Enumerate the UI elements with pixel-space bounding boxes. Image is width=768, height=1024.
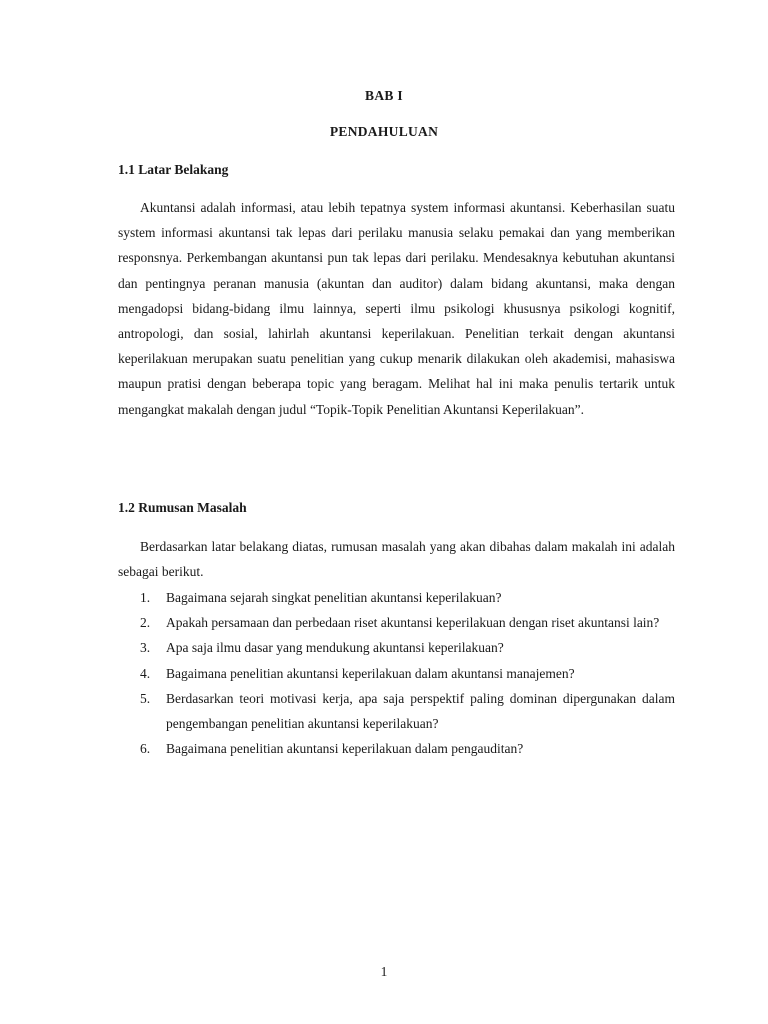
list-item [140, 635, 675, 660]
page-number: 1 [380, 964, 388, 979]
paragraph-latar-belakang: Akuntansi adalah informasi, atau lebih tepatnya system informasi akuntansi. Keberhasilan suatu system informasi akuntansi tak lepas dari perilaku manusia selaku pemakai dan yang memberikan responsnya. Perkembangan akuntansi pun tak lepas dari perilaku. Mendesaknya kebutuhan akuntansi dan pentingnya peranan manusia (akuntan dan auditor) dalam bidang akuntansi, maka dengan mengadopsi bidang-bidang ilmu lainnya, seperti ilmu psikologi khususnya psikologi kognitif, antropologi, dan sosial, lahirlah akuntansi keperilakuan. Penelitian terkait dengan akuntansi keperilakuan merupakan suatu penelitian yang cukup menarik dilakukan oleh akademisi, mahasiswa maupun pratisi dengan beberapa topic yang beragam. Melihat hal ini maka penulis tertarik untuk mengangkat makalah dengan judul “Topik-Topik Penelitian Akuntansi Keperilakuan”. [118, 200, 675, 417]
list-item-text: Berdasarkan teori motivasi kerja, apa saja perspektif paling dominan dipergunakan dalam pengembangan penelitian akuntansi keperilakuan? [166, 690, 675, 732]
list-item-text: Bagaimana penelitian akuntansi keperilakuan dalam pengauditan? [166, 741, 524, 757]
list-item [140, 661, 675, 686]
chapter-number: BAB I [365, 88, 403, 103]
paragraph-rumusan-masalah: Berdasarkan latar belakang diatas, rumusan masalah yang akan dibahas dalam makalah ini adalah sebagai berikut. [118, 539, 675, 580]
list-item-number: 5. [140, 690, 151, 706]
section-heading-latar-belakang: 1.1 Latar Belakang [118, 162, 229, 177]
list-item-number: 2. [140, 615, 151, 631]
list-item [140, 736, 675, 761]
list-item [140, 686, 675, 736]
chapter-title: PENDAHULUAN [329, 124, 439, 139]
list-item-number: 3. [140, 640, 151, 656]
list-item-text: Apakah persamaan dan perbedaan riset akuntansi keperilakuan dengan riset akuntansi lain? [166, 615, 660, 631]
list-item-text: Apa saja ilmu dasar yang mendukung akuntansi keperilakuan? [166, 640, 504, 656]
list-item [140, 585, 675, 610]
list-item-text: Bagaimana sejarah singkat penelitian akuntansi keperilakuan? [166, 590, 502, 605]
section-heading-rumusan-masalah: 1.2 Rumusan Masalah [118, 500, 247, 515]
list-item-number: 4. [140, 665, 151, 681]
list-item-number: 1. [140, 590, 151, 605]
list-item-text: Bagaimana penelitian akuntansi keperilakuan dalam akuntansi manajemen? [166, 665, 575, 681]
list-item [140, 610, 675, 635]
list-item-number: 6. [140, 741, 151, 757]
problem-list [140, 585, 675, 761]
